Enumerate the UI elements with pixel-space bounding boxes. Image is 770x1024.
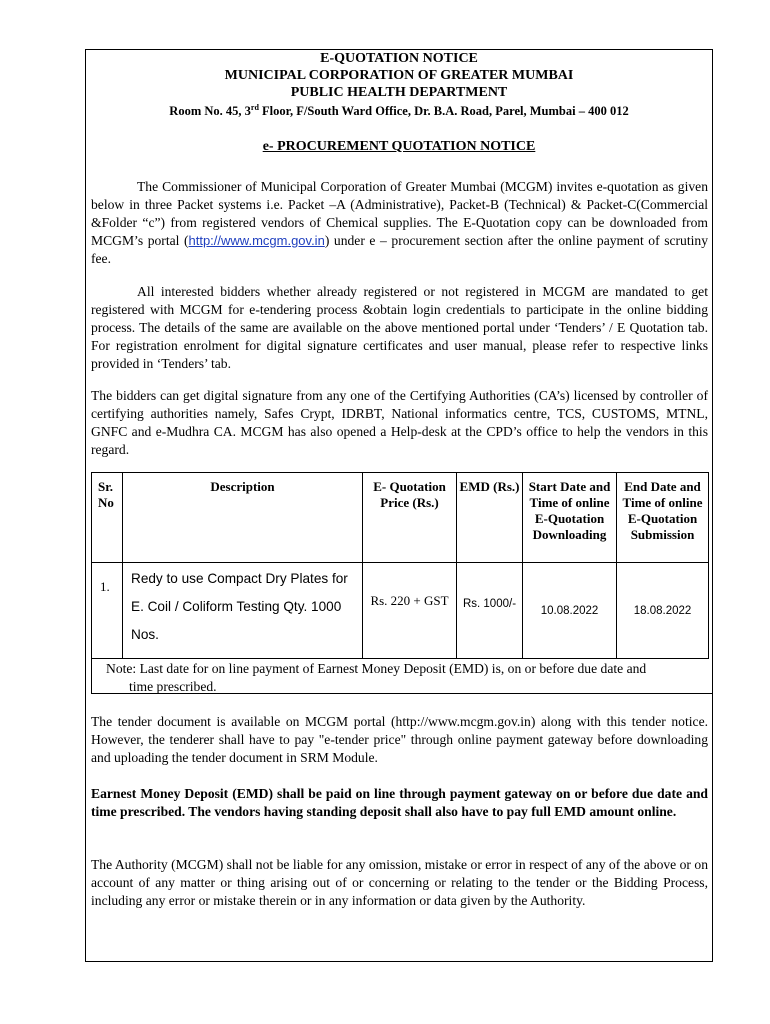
address-part: Room No. 45, 3 (169, 104, 251, 118)
notice-heading: E-QUOTATION NOTICE (320, 51, 478, 66)
cell-end-date (617, 563, 709, 659)
liability-paragraph: The Authority (MCGM) shall not be liable for any omission, mistake or error in respect of any of the above or on account of any matter or thing arising out of or concerning or relating to the tender or the Bidding Process, including any error or mistake therein or in any information or data given by the Authority. (91, 857, 708, 908)
address-part: Floor, F/South Ward Office, Dr. B.A. Road, Parel, Mumbai – 400 012 (258, 104, 629, 118)
emd-value: Rs. 1000/- (462, 598, 517, 610)
intro-text: ) under e – procurement section after the online payment of scrutiny fee. (91, 233, 708, 266)
table-row (92, 563, 709, 659)
cell-start-date (523, 563, 617, 659)
header-description: Description (123, 473, 363, 563)
corporation-name: MUNICIPAL CORPORATION OF GREATER MUMBAI (224, 68, 574, 83)
sr-no-value: 1. (100, 579, 110, 594)
header-start-date: Start Date and Time of online E-Quotation Downloading (523, 473, 617, 563)
quotation-table (91, 472, 709, 659)
notice-subtitle: e- PROCUREMENT QUOTATION NOTICE (262, 139, 536, 154)
header-sr-no: Sr. No (92, 473, 123, 563)
note-line: time prescribed. (129, 679, 217, 694)
cell-emd (457, 563, 523, 659)
office-address (85, 103, 713, 119)
digital-signature-paragraph: The bidders can get digital signature from any one of the Certifying Authorities (CA’s) licensed by controller of certifying authorities namely, Safes Crypt, IDRBT, National informatics centre, TCS, CUSTOMS, MTNL, GNFC and e-Mudhra CA. MCGM has also opened a Help-desk at the CPD’s office to help the vendors in this regard. (91, 388, 708, 457)
note-line: Note: Last date for on line payment of Earnest Money Deposit (EMD) is, on or before due date and (106, 661, 647, 676)
cell-description (123, 563, 363, 659)
start-date-value: 10.08.2022 (540, 605, 599, 617)
cell-sr-no (92, 563, 123, 659)
cell-price (363, 563, 457, 659)
header-price: E- Quotation Price (Rs.) (363, 473, 457, 563)
department-name: PUBLIC HEALTH DEPARTMENT (290, 85, 508, 100)
header-emd: EMD (Rs.) (457, 473, 523, 563)
address-superscript: rd (250, 102, 259, 112)
emd-note (91, 658, 713, 694)
mcgm-portal-link[interactable]: http://www.mcgm.gov.in (188, 233, 325, 248)
emd-payment-paragraph: Earnest Money Deposit (EMD) shall be paid on line through payment gateway on or before due date and time prescribed. The vendors having standing deposit shall also have to pay full EMD amount online. (91, 786, 708, 819)
description-value: Redy to use Compact Dry Plates for E. Coil / Coliform Testing Qty. 1000 Nos. (131, 571, 348, 642)
tender-document-paragraph: The tender document is available on MCGM portal (http://www.mcgm.gov.in) along with this tender notice. However, the tenderer shall have to pay "e-tender price" through online payment gateway before downloading and uploading the tender document in SRM Module. (91, 714, 708, 765)
intro-text: The Commissioner of Municipal Corporation of Greater Mumbai (MCGM) invites e-quotation as given below in three Packet systems i.e. Packet –A (Administrative), Packet-B (Technical) & Packet-C(Commercial &Folder “c”) from registered vendors of Chemical supplies. The E-Quotation copy can be downloaded from MCGM’s portal ( (91, 179, 708, 248)
header-end-date: End Date and Time of online E-Quotation Submission (617, 473, 709, 563)
price-value: Rs. 220 + GST (370, 593, 449, 608)
intro-paragraph (91, 178, 708, 268)
table-header-row (92, 473, 709, 563)
end-date-value: 18.08.2022 (633, 605, 692, 617)
registration-paragraph: All interested bidders whether already registered or not registered in MCGM are mandated to get registered with MCGM for e-tendering process &obtain login credentials to participate in the online bidding process. The details of the same are available on the above mentioned portal under ‘Tenders’ / E Quotation tab. For registration enrolment for digital signature certificates and user manual, please refer to respective links provided in ‘Tenders’ tab. (91, 284, 708, 371)
